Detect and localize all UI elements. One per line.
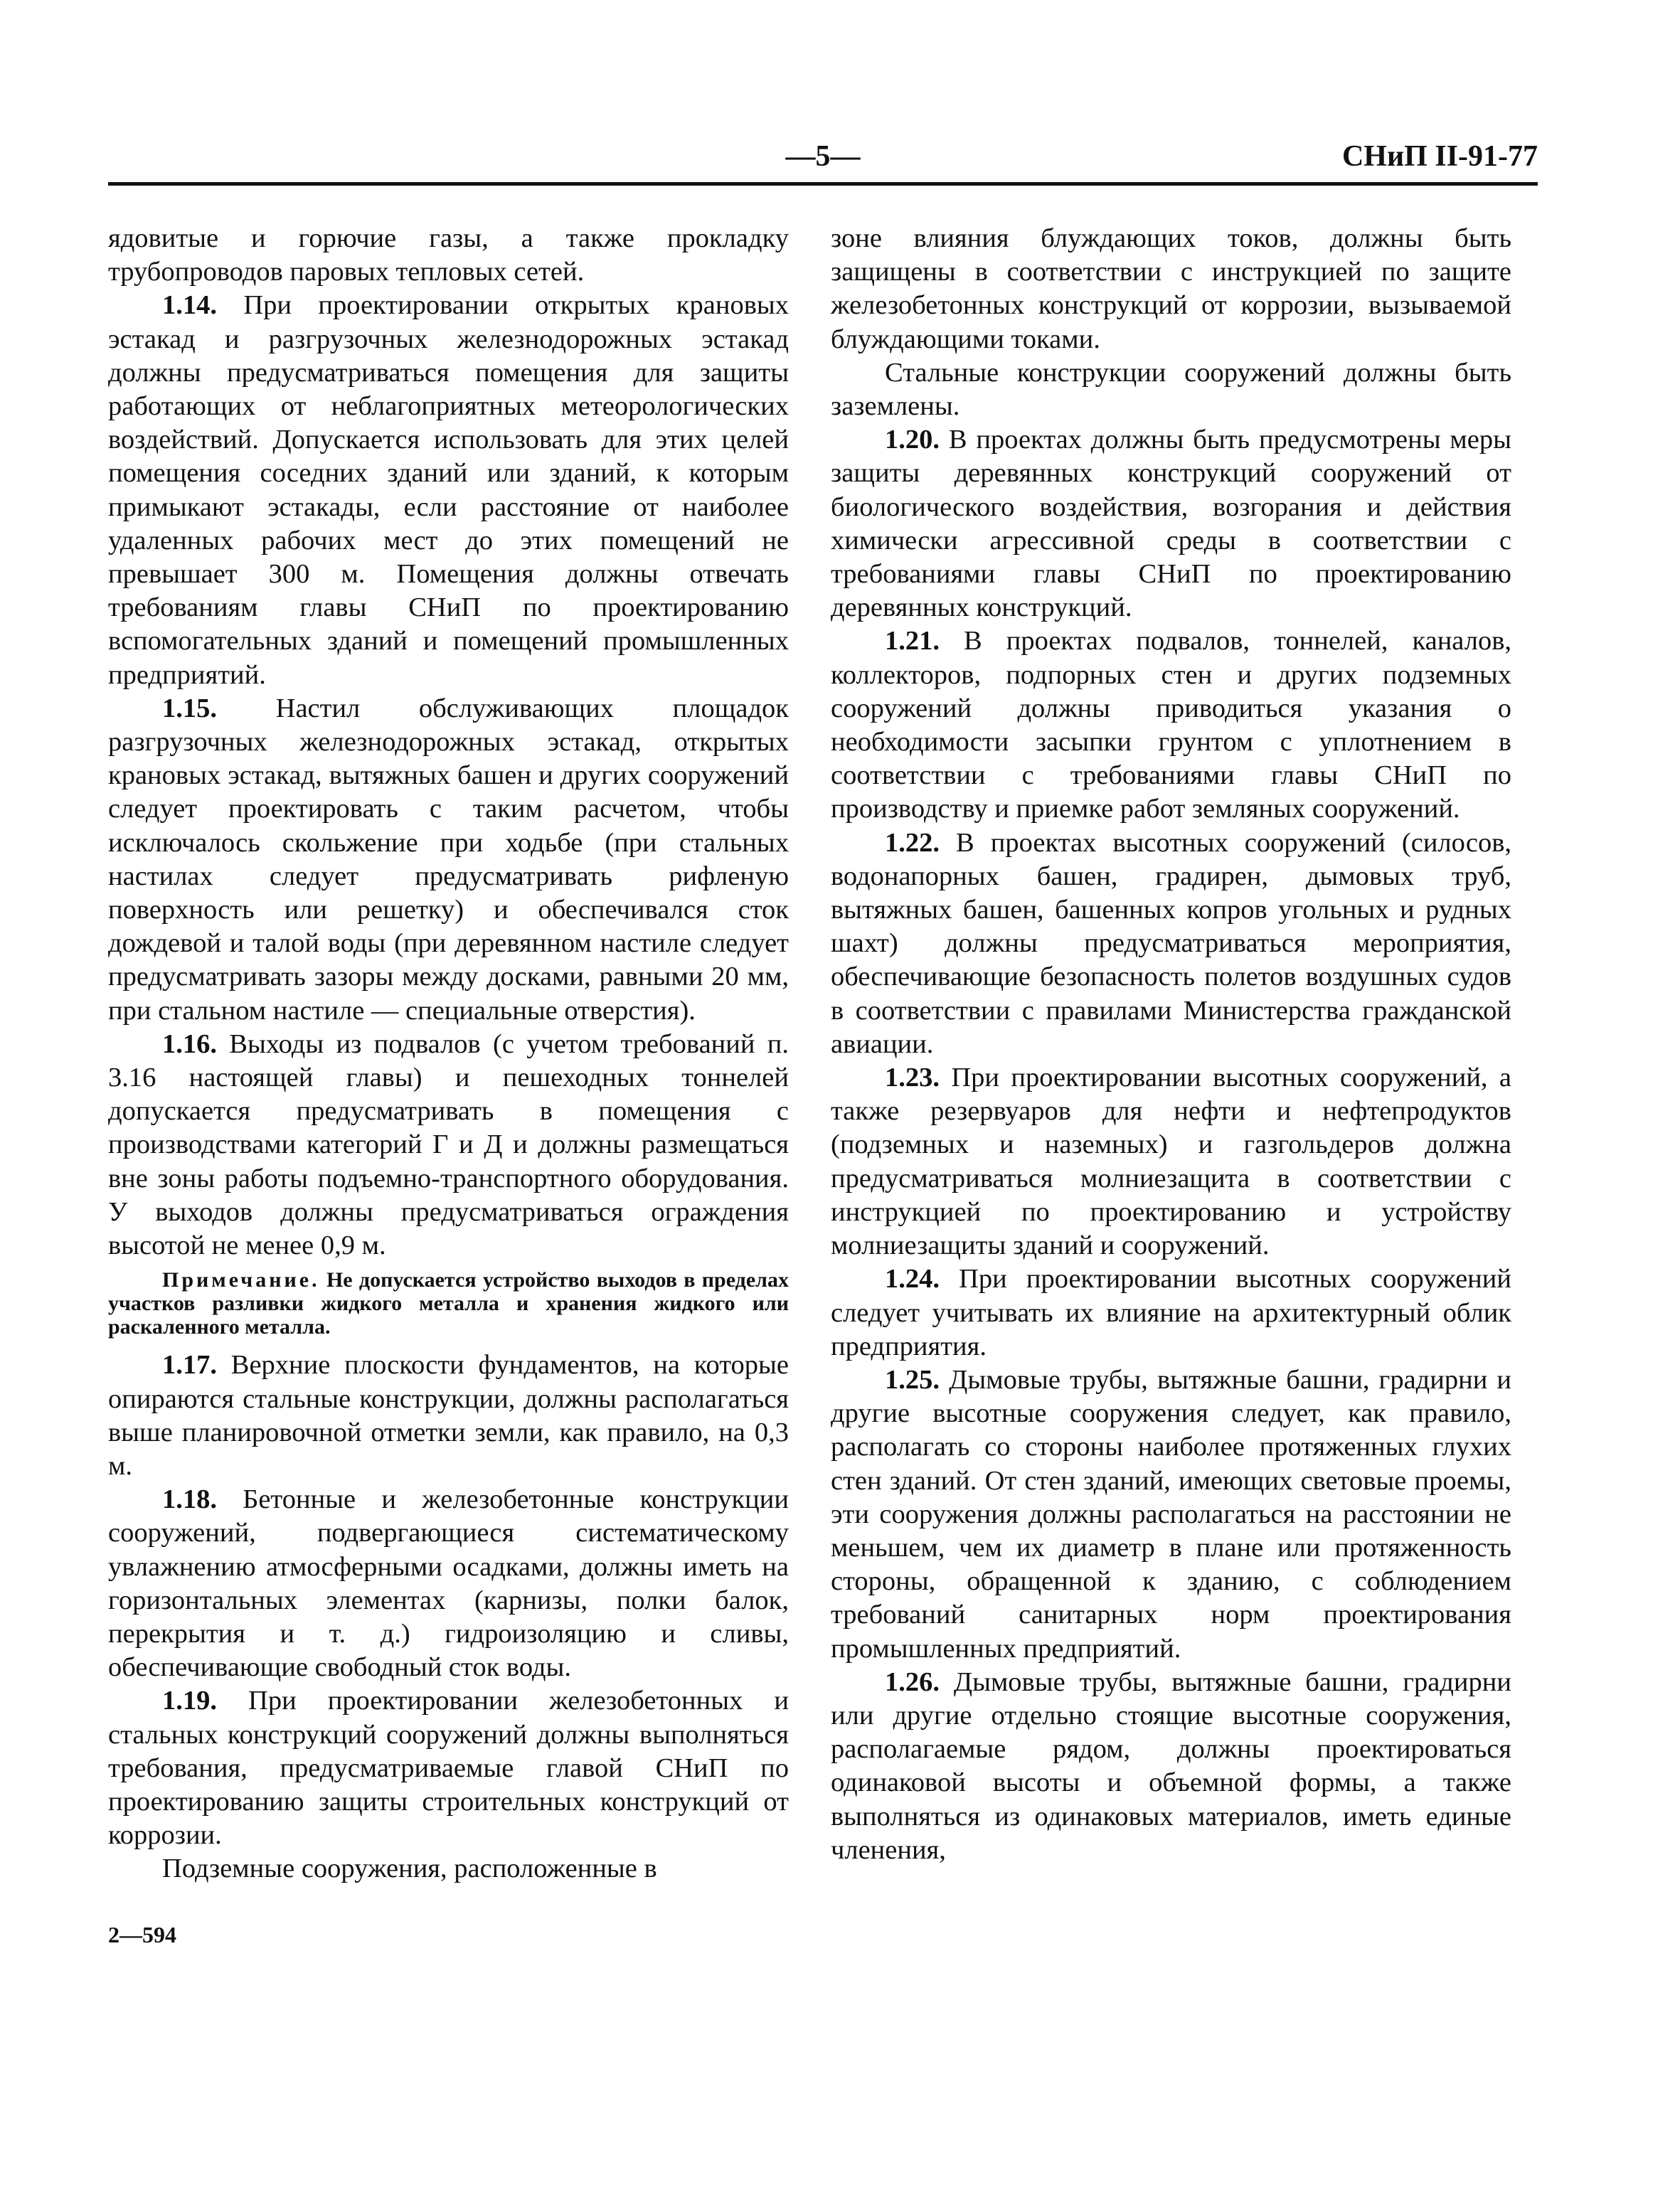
clause-1-14: 1.14. При проектировании открытых крановых эстакад и разгрузочных железнодорожных эстакад должны предусматриваться помещения для защиты работающих от неблагоприятных метеорологических воздействий. Допускается использовать для этих целей помещения соседних зданий или зданий, к которым примыкают эстакады, если расстояние от наиболее удаленных рабочих мест до этих помещений не превышает 300 м. Помещения должны отвечать требованиям главы СНиП по проектированию вспомогательных зданий и помещений промышленных предприятий. <box>108 290 789 690</box>
clause-number: 1.22. <box>885 827 940 858</box>
clause-1-24: 1.24. При проектировании высотных сооружений следует учитывать их влияние на архитектурный облик предприятия. <box>831 1264 1511 1361</box>
clause-1-25: 1.25. Дымовые трубы, вытяжные башни, градирни и другие высотные сооружения следует, как правило, располагать со стороны наиболее протяженных глухих стен зданий. От стен зданий, имеющих световые проемы, эти сооружения должны располагаться на расстоянии не меньшем, чем их диаметр в плане или протяженность стороны, обращенной к зданию, с соблюдением требований санитарных норм проектирования промышленных предприятий. <box>831 1364 1511 1664</box>
clause-number: 1.18. <box>162 1484 217 1515</box>
clause-1-17: 1.17. Верхние плоскости фундаментов, на которые опираются стальные конструкции, должны располагаться выше планировочной отметки земли, как правило, на 0,3 м. <box>108 1350 789 1481</box>
clause-1-20: 1.20. В проектах должны быть предусмотрены меры защиты деревянных конструкций сооружений от биологического воздействия, возгорания и действия химически агрессивной среды в соответствии с требованиями главы СНиП по проектированию деревянных конструкций. <box>831 425 1511 623</box>
paragraph-continuation: зоне влияния блуждающих токов, должны быть защищены в соответствии с инструкцией по защите железобетонных конструкций от коррозии, вызываемой блуждающими токами. <box>831 223 1511 354</box>
clause-number: 1.14. <box>162 290 217 321</box>
page-header <box>108 139 1538 182</box>
clause-1-15: 1.15. Настил обслуживающих площадок разгрузочных железнодорожных эстакад, открытых крановых эстакад, вытяжных башен и других сооружений следует проектировать с таким расчетом, чтобы исключалось скольжение при ходьбе (при стальных настилах следует предусматривать рифленую поверхность или решетку) и обеспечивался сток дождевой и талой воды (при деревянном настиле следует предусматривать зазоры между досками, равными 20 мм, при стальном настиле — специальные отверстия). <box>108 693 789 1026</box>
clause-number: 1.15. <box>162 693 217 723</box>
right-column <box>831 222 1511 1867</box>
clause-number: 1.16. <box>162 1028 217 1059</box>
paragraph-grounding: Стальные конструкции сооружений должны быть заземлены. <box>831 357 1511 422</box>
note-text: Не допускается устройство выходов в пределах участков разливки жидкого металла и хранения жидкого или раскаленного металла. <box>108 1268 789 1339</box>
clause-1-23: 1.23. При проектировании высотных сооружений, а также резервуаров для нефти и нефтепродуктов (подземных и наземных) и газгольдеров должна предусматриваться молниезащита в соответствии с инструкцией по проектированию и устройству молниезащиты зданий и сооружений. <box>831 1063 1511 1261</box>
note <box>108 1268 789 1339</box>
note-label: Примечание. <box>162 1268 320 1292</box>
header-rule <box>108 182 1538 186</box>
clause-number: 1.25. <box>885 1364 940 1395</box>
clause-number: 1.26. <box>885 1666 940 1697</box>
clause-number: 1.23. <box>885 1063 940 1093</box>
page-number: —5— <box>785 140 861 173</box>
clause-1-16: 1.16. Выходы из подвалов (с учетом требований п. 3.16 настоящей главы) и пешеходных тоннелей допускается предусматривать в помещения с производствами категорий Г и Д и должны размещаться вне зоны работы подъемно-транспортного оборудования. У выходов должны предусматриваться ограждения высотой не менее 0,9 м. <box>108 1028 789 1261</box>
clause-1-21: 1.21. В проектах подвалов, тоннелей, каналов, коллекторов, подпорных стен и других подземных сооружений должны приводиться указания о необходимости засыпки грунтом с уплотнением в соответствии с требованиями главы СНиП по производству и приемке работ земляных сооружений. <box>831 626 1511 824</box>
clause-number: 1.17. <box>162 1350 217 1381</box>
clause-number: 1.21. <box>885 626 940 656</box>
clause-1-26: 1.26. Дымовые трубы, вытяжные башни, градирни или другие отдельно стоящие высотные сооружения, располагаемые рядом, должны проектироваться одинаковой высоты и объемной формы, а также выполняться из одинаковых материалов, иметь единые членения, <box>831 1666 1511 1865</box>
signature-mark: 2—594 <box>108 1922 176 1947</box>
paragraph-continuation: ядовитые и горючие газы, а также прокладку трубопроводов паровых тепловых сетей. <box>108 223 789 287</box>
left-column <box>108 222 789 1886</box>
clause-number: 1.19. <box>162 1686 217 1716</box>
clause-number: 1.24. <box>885 1264 940 1294</box>
document-code: СНиП II-91-77 <box>1341 140 1538 173</box>
clause-number: 1.20. <box>885 425 940 455</box>
clause-1-19: 1.19. При проектировании железобетонных и стальных конструкций сооружений должны выполняться требования, предусматриваемые главой СНиП по проектированию защиты строительных конструкций от коррозии. <box>108 1686 789 1851</box>
clause-1-19-continued: Подземные сооружения, расположенные в <box>162 1854 657 1884</box>
clause-1-18: 1.18. Бетонные и железобетонные конструкции сооружений, подвергающиеся систематическому увлажнению атмосферными осадками, должны иметь на горизонтальных элементах (карнизы, полки балок, перекрытия и т. д.) гидроизоляцию и сливы, обеспечивающие свободный сток воды. <box>108 1484 789 1683</box>
clause-1-22: 1.22. В проектах высотных сооружений (силосов, водонапорных башен, градирен, дымовых труб, вытяжных башен, башенных копров угольных и рудных шахт) должны предусматриваться мероприятия, обеспечивающие безопасность полетов воздушных судов в соответствии с правилами Министерства гражданской авиации. <box>831 827 1511 1059</box>
